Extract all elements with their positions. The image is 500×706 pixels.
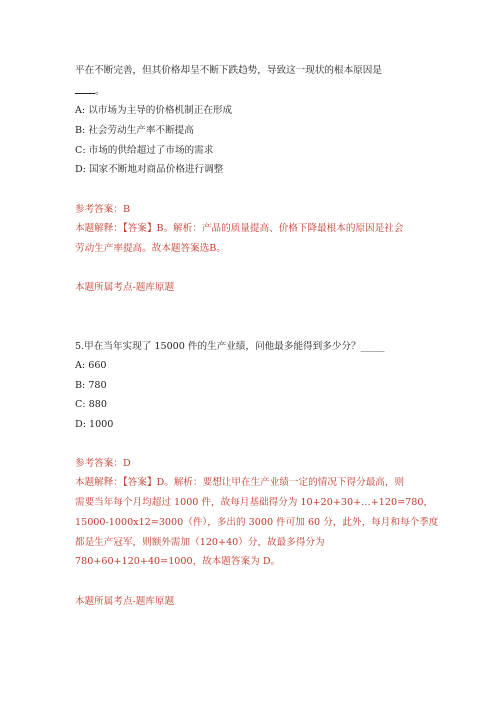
q4-stem-line2: [75, 84, 105, 98]
q4-stem-suffix: 。: [95, 86, 105, 97]
q5-explanation-line4: 都是生产冠军，则额外需加（120+40）分，故最多得分为: [75, 537, 325, 548]
q4-answer: 参考答案：B: [75, 204, 131, 215]
q4-option-a: A: 以市场为主导的价格机制正在形成: [75, 105, 233, 116]
q5-stem: 5.甲在当年实现了 15000 件的生产业绩，问他最多能得到多少分？_____: [75, 341, 385, 352]
q5-explanation-line2: 需要当年每个月均超过 1000 件，故每月基础得分为 10+20+30+…+120=780，: [75, 497, 434, 508]
q4-topic: 本题所属考点-题库原题: [75, 282, 175, 293]
answer-blank: [75, 84, 95, 94]
q5-option-a: A: 660: [75, 360, 107, 371]
q4-explanation-line1: 本题解释：【答案】B。解析：产品的质量提高、价格下降最根本的原因是社会: [75, 223, 404, 234]
q5-explanation-line3: 15000-1000x12=3000（件），多出的 3000 件可加 60 分，此外，每月和每个季度: [75, 517, 439, 528]
q5-option-c: C: 880: [75, 399, 107, 410]
q5-option-b: B: 780: [75, 380, 107, 391]
q5-explanation-line5: 780+60+120+40=1000，故本题答案为 D。: [75, 556, 281, 567]
q5-topic: 本题所属考点-题库原题: [75, 596, 175, 607]
q4-stem-line1: 平在不断完善，但其价格却呈不断下跌趋势，导致这一现状的根本原因是: [75, 65, 382, 76]
q5-explanation-line1: 本题解释：【答案】D。解析：要想让甲在生产业绩一定的情况下得分最高，则: [75, 477, 405, 488]
q5-answer: 参考答案：D: [75, 458, 131, 469]
q4-explanation-line2: 劳动生产率提高。故本题答案选B。: [75, 243, 226, 254]
q5-option-d: D: 1000: [75, 419, 114, 430]
q4-option-c: C: 市场的供给超过了市场的需求: [75, 145, 214, 156]
q4-option-d: D: 国家不断地对商品价格进行调整: [75, 164, 224, 175]
q4-option-b: B: 社会劳动生产率不断提高: [75, 125, 194, 136]
